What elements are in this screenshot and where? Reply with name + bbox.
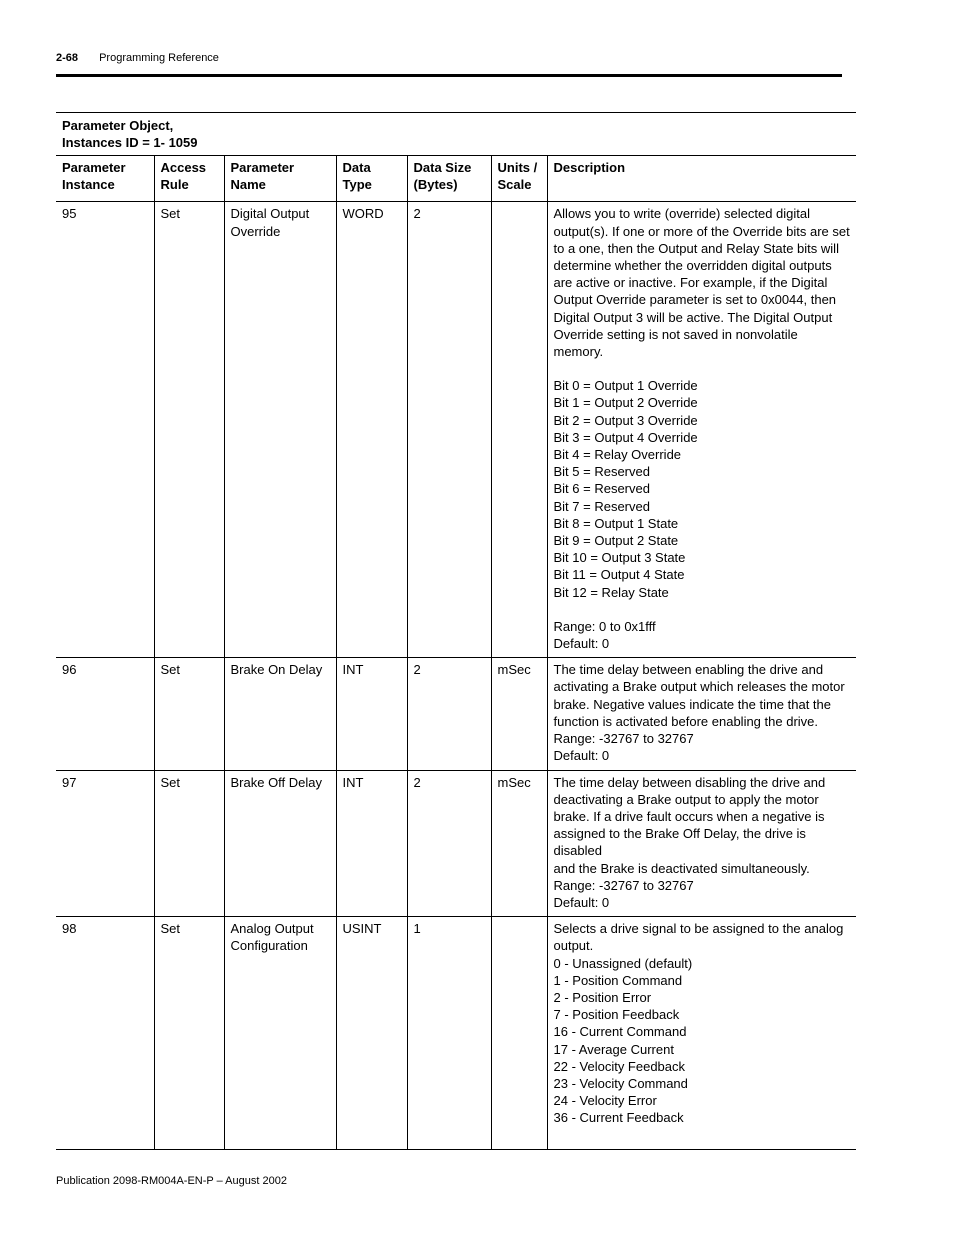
section-title: Programming Reference <box>99 52 219 64</box>
data-size-cell: 2 <box>407 658 491 770</box>
units-scale-cell: mSec <box>491 770 547 917</box>
description-line: Bit 9 = Output 2 State <box>553 533 679 549</box>
description-line: to a one, then the Output and Relay State bits will <box>553 240 839 256</box>
description-line: output(s). If one or more of the Override bits are set <box>553 223 850 239</box>
description-line: function is activated before enabling the drive. <box>553 713 819 729</box>
description-line: The time delay between disabling the drive and <box>553 774 826 790</box>
description-line: 0 - Unassigned (default) <box>553 955 693 971</box>
parameter-name-cell <box>224 202 336 658</box>
description-line: Bit 2 = Output 3 Override <box>553 412 698 428</box>
description-line <box>554 360 851 377</box>
description-line: Bit 4 = Relay Override <box>553 447 682 463</box>
description-line: Selects a drive signal to be assigned to the analog <box>553 921 844 937</box>
data-size-cell: 2 <box>407 202 491 658</box>
description-line: Bit 0 = Output 1 Override <box>553 378 698 394</box>
description-line: Range: 0 to 0x1fff <box>553 618 656 634</box>
table-row <box>56 917 856 1149</box>
parameter-name-cell <box>224 658 336 770</box>
description-line: Range: -32767 to 32767 <box>553 877 694 893</box>
units-scale-cell <box>491 202 547 658</box>
col-data-size: Data Size (Bytes) <box>407 156 491 202</box>
access-rule-cell: Set <box>154 770 224 917</box>
data-size-cell: 2 <box>407 770 491 917</box>
data-size-cell: 1 <box>407 917 491 1149</box>
description-line: activating a Brake output which releases the motor <box>553 679 845 695</box>
col-units-scale: Units / Scale <box>491 156 547 202</box>
description-line: Bit 7 = Reserved <box>553 498 650 514</box>
description-line: 7 - Position Feedback <box>553 1007 680 1023</box>
description-line: Allows you to write (override) selected digital <box>553 206 810 222</box>
page-header <box>56 52 219 64</box>
table-row <box>56 770 856 917</box>
description-line: The time delay between enabling the drive and <box>553 662 824 678</box>
parameter-name-line: Brake Off Delay <box>230 774 323 790</box>
parameter-name-line: Configuration <box>230 938 308 954</box>
access-rule-cell: Set <box>154 202 224 658</box>
description-line: brake. Negative values indicate the time that the <box>553 696 831 712</box>
description-line: 1 - Position Command <box>553 972 683 988</box>
parameter-name-line: Override <box>230 223 281 239</box>
description-line: are active or inactive. For example, if the Digital <box>553 275 828 291</box>
parameter-name-line: Analog Output <box>230 921 314 937</box>
description-line: Bit 5 = Reserved <box>553 464 650 480</box>
table-row <box>56 202 856 658</box>
description-line: and the Brake is deactivated simultaneously. <box>553 860 810 876</box>
parameter-name-line: Brake On Delay <box>230 662 323 678</box>
description-line: 2 - Position Error <box>553 989 652 1005</box>
description-line: Bit 3 = Output 4 Override <box>553 429 698 445</box>
description-line: Bit 8 = Output 1 State <box>553 515 679 531</box>
description-line: brake. If a drive fault occurs when a negative is <box>553 808 825 824</box>
description-line: Bit 1 = Output 2 Override <box>553 395 698 411</box>
description-line <box>554 1127 851 1144</box>
description-line: 36 - Current Feedback <box>553 1110 684 1126</box>
parameter-instance-cell: 98 <box>56 917 154 1149</box>
col-parameter-instance: Parameter Instance <box>56 156 154 202</box>
table-row <box>56 658 856 770</box>
description-line: Override setting is not saved in nonvolatile memory. <box>553 326 798 360</box>
description-line: Bit 12 = Relay State <box>553 584 669 600</box>
description-line <box>554 601 851 618</box>
table-header-row <box>56 156 856 202</box>
description-line: Output Override parameter is set to 0x0044, then <box>553 292 837 308</box>
description-line: determine whether the overridden digital outputs <box>553 258 832 274</box>
access-rule-cell: Set <box>154 658 224 770</box>
description-line: output. <box>553 938 594 954</box>
table-title-line-1: Parameter Object, <box>62 118 174 133</box>
col-data-type: Data Type <box>336 156 407 202</box>
description-line: Range: -32767 to 32767 <box>553 731 694 747</box>
access-rule-cell: Set <box>154 917 224 1149</box>
description-line: deactivating a Brake output to apply the motor <box>553 791 819 807</box>
description-line: Default: 0 <box>553 636 610 652</box>
table-title <box>56 112 856 157</box>
description-line: 22 - Velocity Feedback <box>553 1058 686 1074</box>
description-line: Digital Output 3 will be active. The Digital Output <box>553 309 833 325</box>
parameter-instance-cell: 97 <box>56 770 154 917</box>
description-line: Bit 11 = Output 4 State <box>553 567 685 583</box>
description-line: Default: 0 <box>553 748 610 764</box>
table-title-line-2: Instances ID = 1- 1059 <box>62 135 198 150</box>
description-line: 24 - Velocity Error <box>553 1093 657 1109</box>
description-line: Bit 10 = Output 3 State <box>553 550 686 566</box>
description-line: Bit 6 = Reserved <box>553 481 650 497</box>
parameter-instance-cell: 95 <box>56 202 154 658</box>
description-cell <box>547 658 856 770</box>
col-access-rule: Access Rule <box>154 156 224 202</box>
header-rule <box>56 74 842 77</box>
description-line: 16 - Current Command <box>553 1024 687 1040</box>
col-description: Description <box>547 156 856 202</box>
col-parameter-name: Parameter Name <box>224 156 336 202</box>
parameter-table <box>56 155 856 1150</box>
description-line: 23 - Velocity Command <box>553 1075 688 1091</box>
description-line: 17 - Average Current <box>553 1041 674 1057</box>
parameter-instance-cell: 96 <box>56 658 154 770</box>
description-line: Default: 0 <box>553 894 610 910</box>
description-cell <box>547 770 856 917</box>
parameter-name-cell <box>224 770 336 917</box>
data-type-cell: WORD <box>336 202 407 658</box>
data-type-cell: INT <box>336 658 407 770</box>
description-line: assigned to the Brake Off Delay, the drive is disabled <box>553 826 806 859</box>
publication-footer: Publication 2098-RM004A-EN-P – August 2002 <box>56 1175 287 1187</box>
data-type-cell: INT <box>336 770 407 917</box>
description-cell <box>547 917 856 1149</box>
units-scale-cell: mSec <box>491 658 547 770</box>
parameter-name-cell <box>224 917 336 1149</box>
description-cell <box>547 202 856 658</box>
parameter-name-line: Digital Output <box>230 206 310 222</box>
data-type-cell: USINT <box>336 917 407 1149</box>
units-scale-cell <box>491 917 547 1149</box>
page-number: 2-68 <box>56 52 79 64</box>
